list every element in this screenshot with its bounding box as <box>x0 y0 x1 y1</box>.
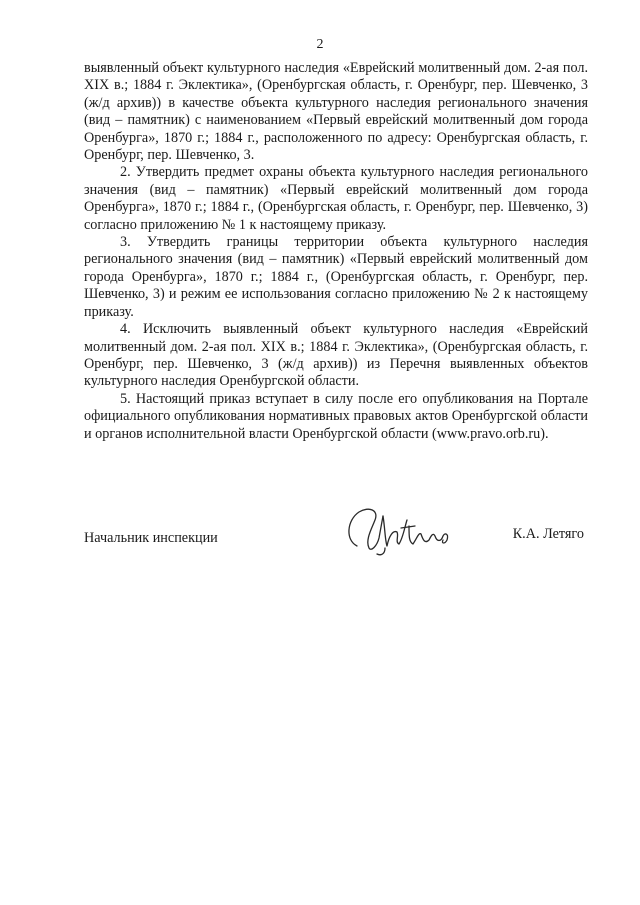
order-body-text <box>84 60 588 443</box>
signer-position: Начальник инспекции <box>84 530 218 546</box>
paragraph-item-5: 5. Настоящий приказ вступает в силу после его опубликования на Портале официального опубликования нормативных правовых актов Оренбургской области и органов исполнительной власти Оренбургской области (www.pravo.orb.ru). <box>84 390 588 442</box>
paragraph-item-3: 3. Утвердить границы территории объекта культурного наследия регионального значения (вид – памятник) «Первый еврейский молитвенный дом города Оренбурга», 1870 г.; 1884 г., (Оренбургская область, г. Оренбург, пер. Шевченко, 3) и режим ее использования согласно приложению № 2 к настоящему приказу. <box>84 234 588 320</box>
page-number: 2 <box>316 37 324 52</box>
handwritten-signature <box>339 496 459 556</box>
signer-name: К.А. Летяго <box>512 526 584 542</box>
paragraph-item-4: 4. Исключить выявленный объект культурного наследия «Еврейский молитвенный дом. 2-ая пол. XIX в.; 1884 г. Эклектика», (Оренбургская область, г. Оренбург, пер. Шевченко, 3 (ж/д архив)) из Перечня выявленных объектов культурного наследия Оренбургской области. <box>84 321 588 390</box>
signature-block <box>84 526 588 552</box>
paragraph-continuation: выявленный объект культурного наследия «Еврейский молитвенный дом. 2-ая пол. XIX в.; 1884 г. Эклектика», (Оренбургская область, г. Оренбург, пер. Шевченко, 3 (ж/д архив)) в качестве объекта культурного наследия регионального значения (вид – памятник) с наименованием «Первый еврейский молитвенный дом города Оренбурга», 1870 г.; 1884 г., расположенного по адресу: Оренбургская область, г. Оренбург, пер. Шевченко, 3. <box>84 60 588 164</box>
paragraph-item-2: 2. Утвердить предмет охраны объекта культурного наследия регионального значения (вид – памятник) «Первый еврейский молитвенный дом города Оренбурга», 1870 г.; 1884 г., (Оренбургская область, г. Оренбург, пер. Шевченко, 3) согласно приложению № 1 к настоящему приказу. <box>84 164 588 233</box>
